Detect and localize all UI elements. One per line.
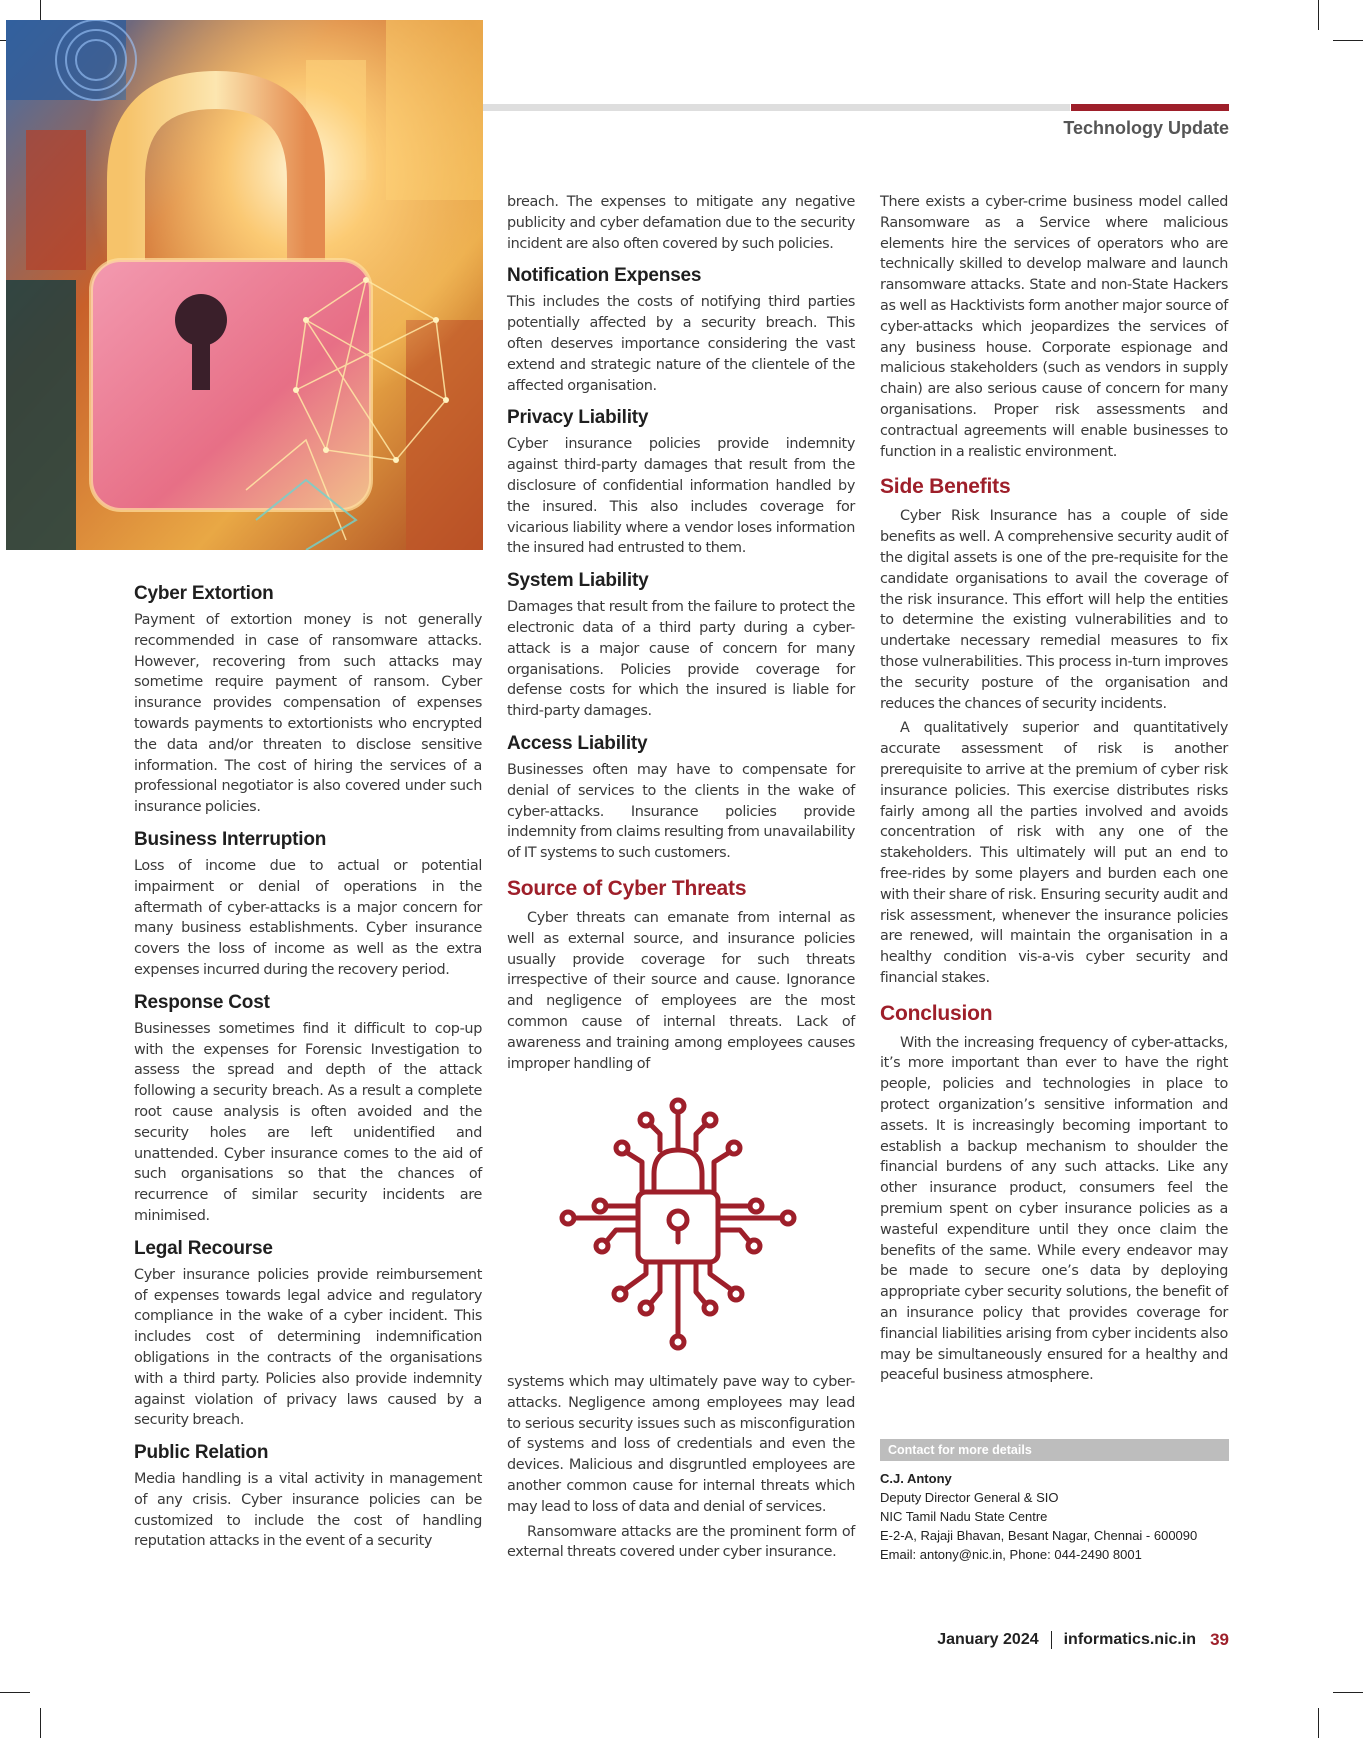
- crop-mark: [1333, 40, 1363, 41]
- paragraph: systems which may ultimately pave way to cyber-attacks. Negligence among employees may lead to serious security issues such as misconfiguration of systems and loss of credentials and even the devices. Malicious and disgruntled employees are another common cause for internal threats which may lead to loss of data and denial of services.: [507, 1374, 855, 1515]
- paragraph: Cyber threats can emanate from internal as well as external source, and insurance policies usually provide coverage for such threats irrespective of their source and cause. Ignorance and negligence of employees are the most common cause of internal threats. Lack of awareness and training among employees causes improper handling of: [507, 909, 855, 1072]
- crop-mark: [1318, 0, 1319, 30]
- paragraph: Businesses sometimes find it difficult to cop-up with the expenses for Forensic Investigation to assess the spread and depth of the attack following a security breach. As a result a complete root cause analysis is often avoided and the security holes are left unidentified and unattended. Cyber insurance comes to the aid of such organisations so that the chances of recurrence of similar security incidents are minimised.: [134, 1020, 482, 1224]
- heading-public-relation: Public Relation: [134, 1442, 269, 1464]
- circuit-lock-icon: [556, 1096, 800, 1352]
- paragraph: A qualitatively superior and quantitatively accurate assessment of risk is another prerequisite to arrive at the premium of cyber risk insurance policies. This exercise distributes risks fairly among all the parties involved and avoids concentration of risk with any one of the stakeholders. This ultimately will put an end to free-rides by some players and burden each one with their share of risk. Ensuring security audit and risk assessment, whenever the insurance policies are renewed, will maintain the organisation in a healthy condition vis-a-vis cyber security and financial stakes.: [880, 720, 1228, 986]
- header-rule: [483, 104, 1070, 111]
- paragraph: This includes the costs of notifying third parties potentially affected by a security breach. This often deserves importance considering the vast extend and strategic nature of the clientele of the affected organisation.: [507, 294, 855, 394]
- paragraph: Cyber Risk Insurance has a couple of side benefits as well. A comprehensive security audit of the digital assets is one of the pre-requisite for the candidate organisations to avail the coverage of the risk insurance. This effort will help the entities to determine the existing vulnerabilities and to undertake necessary remedial measures to fix those vulnerabilities. This process in-turn improves the security posture of the organisation and reduces the chances of security incidents.: [880, 508, 1228, 712]
- heading-cyber-extortion: Cyber Extortion: [134, 583, 274, 604]
- contact-email-phone: Email: antony@nic.in, Phone: 044-2490 8001: [880, 1547, 1142, 1562]
- contact-name: C.J. Antony: [880, 1471, 952, 1486]
- paragraph: Ransomware attacks are the prominent form of external threats covered under cyber insurance.: [507, 1523, 855, 1561]
- contact-heading: Contact for more details: [880, 1439, 1229, 1461]
- heading-notification-expenses: Notification Expenses: [507, 265, 702, 287]
- page-footer: [937, 1630, 1229, 1650]
- heading-response-cost: Response Cost: [134, 991, 270, 1013]
- hero-image: [6, 20, 483, 550]
- footer-site: informatics.nic.in: [1063, 1631, 1197, 1648]
- heading-access-liability: Access Liability: [507, 732, 648, 754]
- column-2-continued: [507, 1372, 855, 1567]
- page-number: 39: [1210, 1630, 1229, 1649]
- paragraph: Media handling is a vital activity in management of any crisis. Cyber insurance policies can be customized to include the cost of handling reputation attacks in the event of a security: [134, 1471, 482, 1550]
- paragraph: Loss of income due to actual or potential impairment or denial of operations in the aftermath of cyber-attacks is a major concern for many business establishments. Cyber insurance covers the loss of income as well as the extra expenses incurred during the recovery period.: [134, 857, 482, 978]
- heading-side-benefits: Side Benefits: [880, 475, 1011, 499]
- contact-office: NIC Tamil Nadu State Centre: [880, 1509, 1048, 1524]
- paragraph: Businesses often may have to compensate for denial of services to the clients in the wake of cyber-attacks. Insurance policies provide indemnity from claims resulting from unavailability of IT systems to such customers.: [507, 761, 855, 862]
- heading-conclusion: Conclusion: [880, 1001, 993, 1025]
- paragraph: Payment of extortion money is not generally recommended in case of ransomware attacks. However, recovering from such attacks may sometime require payment of ransom. Cyber insurance provides compensation of expenses towards payments to extortionists who encrypted the data and/or threaten to disclose sensitive information. The cost of hiring the services of a professional negotiator is also covered under such insurance policies.: [134, 612, 482, 816]
- paragraph: Damages that result from the failure to protect the electronic data of a third party during a cyber-attack is a major cause of concern for many organisations. Policies provide coverage for defense costs for which the insured is liable for third-party damages.: [507, 599, 855, 720]
- column-3: [880, 192, 1228, 1390]
- footer-date: January 2024: [937, 1631, 1039, 1648]
- crop-mark: [1333, 1692, 1363, 1693]
- paragraph: Cyber insurance policies provide indemnity against third-party damages that result from the disclosure of confidential information handled by the insured. This also includes coverage for vicarious liability where a vendor loses information the insured had entrusted to them.: [507, 436, 855, 557]
- paragraph: breach. The expenses to mitigate any negative publicity and cyber defamation due to the security incident are also often covered by such policies.: [507, 194, 855, 252]
- contact-designation: Deputy Director General & SIO: [880, 1490, 1059, 1505]
- paragraph: Cyber insurance policies provide reimbursement of expenses towards legal advice and regulatory compliance in the wake of a cyber incident. This includes cost of determining indemnification obligations in the contracts of the organisations with a third party. Policies also provide indemnity against violation of privacy laws caused by a security breach.: [134, 1266, 482, 1429]
- padlock-icon: [6, 20, 483, 550]
- contact-details: [880, 1469, 1229, 1564]
- footer-divider: [1051, 1631, 1052, 1649]
- header-accent-rule: [1071, 104, 1229, 111]
- crop-mark: [40, 1708, 41, 1738]
- heading-business-interruption: Business Interruption: [134, 828, 327, 850]
- heading-privacy-liability: Privacy Liability: [507, 407, 649, 429]
- crop-mark: [0, 1692, 30, 1693]
- section-label: Technology Update: [1063, 118, 1229, 138]
- column-2: [507, 192, 855, 1078]
- heading-system-liability: System Liability: [507, 570, 649, 592]
- paragraph: With the increasing frequency of cyber-attacks, it’s more important than ever to have the right people, policies and technologies in place to protect organization’s sensitive information and assets. It is increasingly becoming important to establish a backup mechanism to shoulder the financial burdens of any such attacks. Like any other insurance product, consumers feel the premium spent on cyber insurance policies as a wasteful expenditure until they once claim the benefits of the same. While every endeavor may be made to secure one’s data by deploying appropriate cyber security solutions, the benefit of an insurance policy that provides coverage for financial liabilities arising from cyber incidents also may be simultaneously ensured for a healthy and peaceful business atmosphere.: [880, 1034, 1228, 1384]
- heading-legal-recourse: Legal Recourse: [134, 1237, 273, 1259]
- paragraph: There exists a cyber-crime business model called Ransomware as a Service where malicious elements hire the services of operators who are technically skilled to develop malware and launch ransomware attacks. State and non-State Hackers as well as Hacktivists form another major source of cyber-attacks which jeopardizes the services of any business house. Corporate espionage and malicious stakeholders (such as vendors in supply chain) are also serious cause of concern for many organisations. Proper risk assessments and contractual agreements will enable businesses to function in a realistic environment.: [880, 194, 1228, 460]
- heading-source-of-cyber-threats: Source of Cyber Threats: [507, 876, 747, 900]
- column-1: [134, 572, 482, 1556]
- contact-address: E-2-A, Rajaji Bhavan, Besant Nagar, Chennai - 600090: [880, 1528, 1198, 1543]
- crop-mark: [1318, 1708, 1319, 1738]
